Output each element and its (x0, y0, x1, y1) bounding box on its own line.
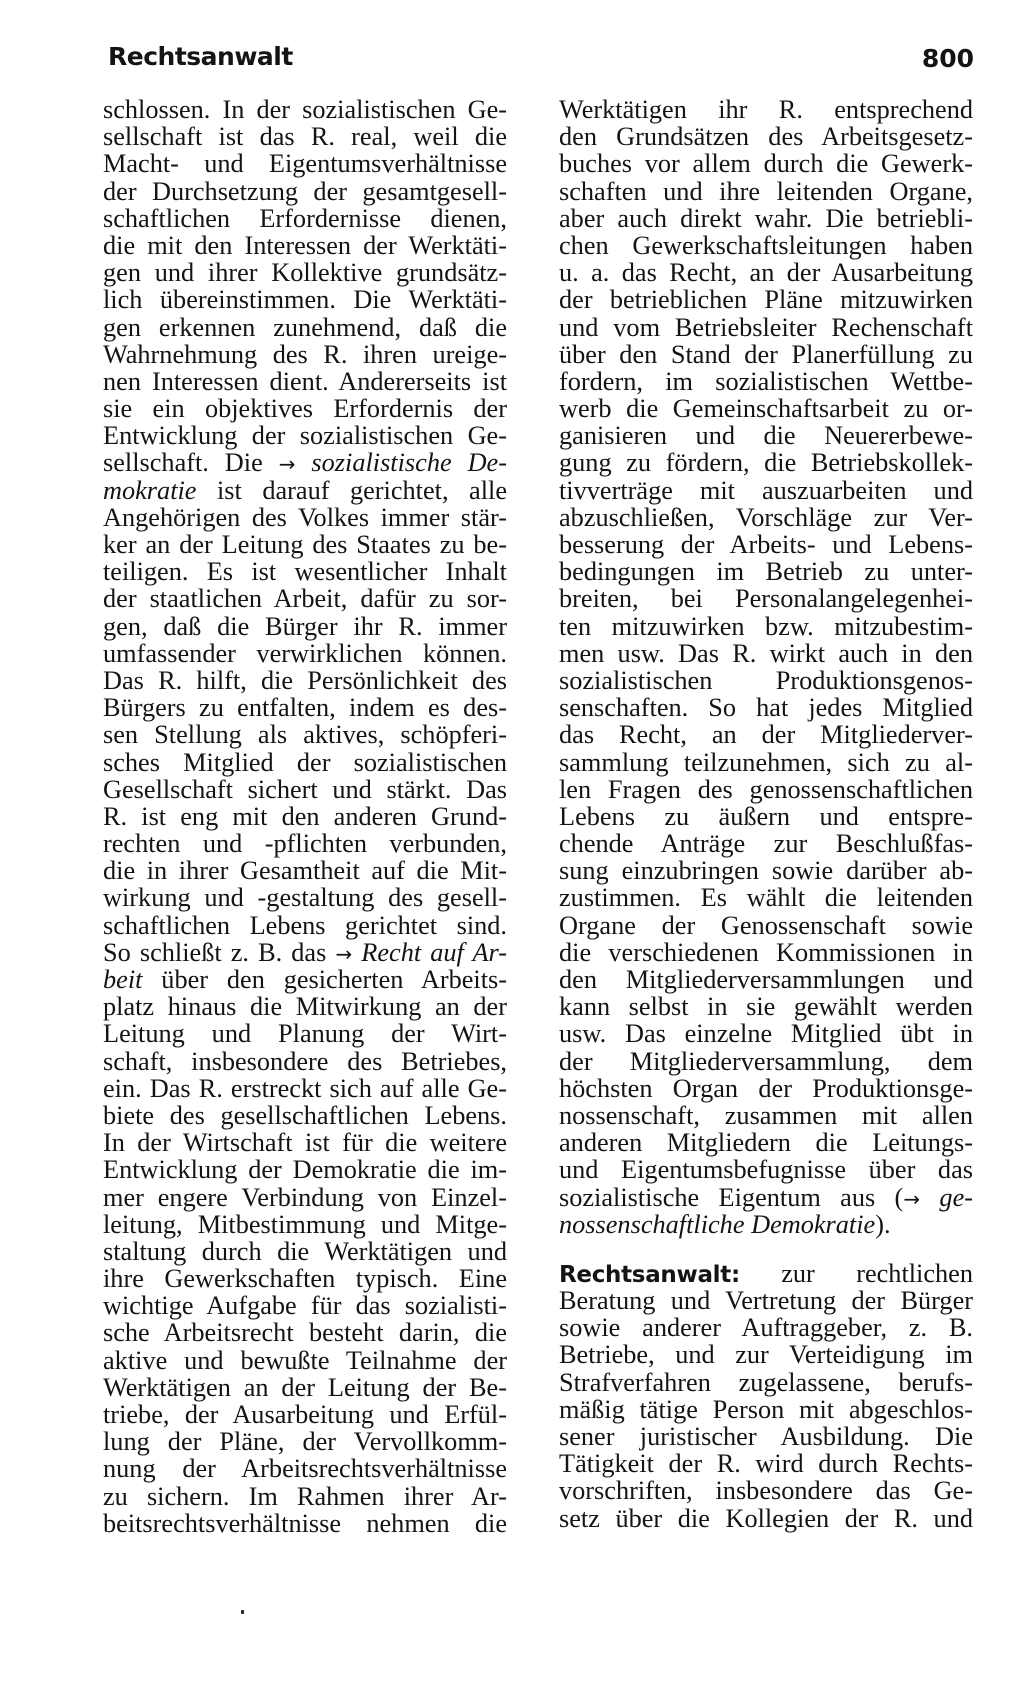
text-line: u. a. das Recht, an der Ausarbeitung (559, 258, 973, 288)
text-line: Macht- und Eigentumsverhältnisse (103, 149, 507, 179)
text-line: umfassender verwirklichen können. (103, 638, 507, 668)
entry-separator (559, 1238, 973, 1260)
text-line: schlossen. In der sozialistischen Ge- (103, 95, 507, 124)
text-line: zu sichern. Im Rahmen ihrer Ar- (103, 1481, 507, 1511)
text-line: Entwicklung der sozialistischen Ge- (103, 421, 507, 451)
text-line: mäßig tätige Person mit abgeschlos- (559, 1394, 973, 1424)
text-line: nen Interessen dient. Andererseits ist (103, 366, 507, 396)
text-line: Das R. hilft, die Persönlichkeit des (103, 665, 507, 695)
cross-reference-link[interactable]: nossenschaftliche Demokratie (559, 1209, 876, 1239)
entry-headword: Rechtsanwalt: (559, 1261, 740, 1288)
text-line (103, 477, 507, 504)
text-line: gen erkennen zunehmend, daß die (103, 312, 507, 342)
page-header (108, 42, 974, 82)
text-line: R. ist eng mit den anderen Grund- (103, 801, 507, 831)
text-line: den Grundsätzen des Arbeitsgesetz- (559, 122, 973, 152)
text-line: der betrieblichen Pläne mitzuwirken (559, 285, 973, 315)
text-line: Tätigkeit der R. wird durch Rechts- (559, 1449, 973, 1479)
text-line: rechten und -pflichten verbunden, (103, 829, 507, 859)
text-line: und Eigentumsbefugnisse über das (559, 1155, 973, 1185)
text-line: bedingungen im Betrieb zu unter- (559, 557, 973, 587)
text-line: Strafverfahren zugelassene, berufs- (559, 1367, 973, 1397)
text-line: die verschiedenen Kommissionen in (559, 937, 973, 967)
text-line: kann selbst in sie gewählt werden (559, 992, 973, 1022)
text-line: chende Anträge zur Beschlußfas- (559, 829, 973, 859)
cross-reference-link[interactable]: beit (103, 965, 143, 994)
text-line: aber auch direkt wahr. Die betriebli- (559, 203, 973, 233)
text-line: breiten, bei Personalangelegenhei- (559, 584, 973, 614)
text-line: In der Wirtschaft ist für die weitere (103, 1128, 507, 1158)
text-line: setz über die Kollegien der R. und (559, 1503, 973, 1533)
cross-reference-link[interactable]: mokratie (103, 475, 197, 505)
text-line: gen und ihrer Kollektive grundsätz- (103, 258, 507, 288)
text-fragment: über den gesicherten Arbeits- (161, 965, 508, 994)
text-line: sen Stellung als aktives, schöpferi- (103, 720, 507, 750)
text-line: der Durchsetzung der gesamtgesell- (103, 176, 507, 206)
text-line: schaftlichen Lebens gerichtet sind. (103, 910, 507, 940)
text-line: wirkung und -gestaltung des gesell- (103, 883, 507, 913)
text-line: leitung, Mitbestimmung und Mitge- (103, 1209, 507, 1239)
text-line: lung der Pläne, der Vervollkomm- (103, 1427, 507, 1457)
text-line: ten mitzuwirken bzw. mitzubestim- (559, 611, 973, 641)
text-line: schaft, insbesondere des Betriebes, (103, 1046, 507, 1076)
text-line: schaftlichen Erfordernisse dienen, (103, 203, 507, 233)
text-line: sellschaft ist das R. real, weil die (103, 122, 507, 152)
text-line: der Mitgliederversammlung, dem (559, 1046, 973, 1076)
text-line: höchsten Organ der Produktionsge- (559, 1073, 973, 1103)
text-line (559, 1184, 973, 1211)
running-head: Rechtsanwalt (108, 42, 293, 71)
text-line: Bürgers zu entfalten, indem es des- (103, 693, 507, 723)
cross-reference-link[interactable]: sozialistische De- (311, 448, 507, 478)
text-line: sches Mitglied der sozialistischen (103, 747, 507, 777)
text-line: ein. Das R. erstreckt sich auf alle Ge- (103, 1073, 507, 1103)
text-fragment: sellschaft. Die (103, 448, 263, 478)
text-line: usw. Das einzelne Mitglied übt in (559, 1019, 973, 1049)
text-line: die mit den Interessen der Werktäti- (103, 230, 507, 260)
cross-reference-arrow-icon: → (903, 1186, 921, 1211)
text-line: ker an der Leitung des Staates zu be- (103, 530, 507, 559)
text-line: platz hinaus die Mitwirkung an der (103, 992, 507, 1022)
print-speck (241, 1610, 244, 1614)
text-line (103, 449, 507, 476)
text-line: sung einzubringen sowie darüber ab- (559, 856, 973, 886)
text-line: Werktätigen ihr R. entsprechend (559, 95, 973, 124)
text-line: lich übereinstimmen. Die Werktäti- (103, 285, 507, 315)
text-line: die in ihrer Gesamtheit auf die Mit- (103, 856, 507, 886)
text-line: teiligen. Es ist wesentlicher Inhalt (103, 557, 507, 587)
text-line: besserung der Arbeits- und Lebens- (559, 530, 973, 559)
text-line: senschaften. So hat jedes Mitglied (559, 693, 973, 723)
text-fragment: zur rechtlichen (781, 1258, 973, 1288)
text-line: triebe, der Ausarbeitung und Erfül- (103, 1400, 507, 1429)
text-line: Beratung und Vertretung der Bürger (559, 1286, 973, 1316)
text-line: Organe der Genossenschaft sowie (559, 910, 973, 940)
text-line: tivverträge mit auszuarbeiten und (559, 475, 973, 505)
text-line: über den Stand der Planerfüllung zu (559, 339, 973, 369)
entry-first-line (559, 1260, 973, 1287)
text-line: zustimmen. Es wählt die leitenden (559, 883, 973, 913)
text-line (103, 966, 507, 993)
text-line: beitsrechtsverhältnisse nehmen die (103, 1508, 507, 1538)
cross-reference-arrow-icon: → (335, 941, 353, 966)
text-line: Angehörigen des Volkes immer stär- (103, 502, 507, 532)
text-line: das Recht, an der Mitgliederver- (559, 720, 973, 750)
text-line: schaften und ihre leitenden Organe, (559, 176, 973, 206)
text-fragment: ist darauf gerichtet, alle (216, 475, 507, 505)
text-line: sozialistischen Produktionsgenos- (559, 665, 973, 695)
text-line: gung zu fördern, die Betriebskollek- (559, 448, 973, 478)
text-line: ihre Gewerkschaften typisch. Eine (103, 1264, 507, 1294)
page-number: 800 (921, 44, 974, 73)
text-line: den Mitgliederversammlungen und (559, 965, 973, 994)
text-line: sie ein objektives Erfordernis der (103, 394, 507, 424)
text-fragment: sozialistische Eigentum aus ( (559, 1182, 904, 1212)
text-line: sche Arbeitsrecht besteht darin, die (103, 1318, 507, 1348)
text-line: mer engere Verbindung von Einzel- (103, 1182, 507, 1212)
text-line: Gesellschaft sichert und stärkt. Das (103, 774, 507, 804)
text-line: Werktätigen an der Leitung der Be- (103, 1372, 507, 1402)
text-line: sammlung teilzunehmen, sich zu al- (559, 747, 973, 777)
text-line: der staatlichen Arbeit, dafür zu sor- (103, 584, 507, 614)
text-line: Wahrnehmung des R. ihren ureige- (103, 339, 507, 369)
cross-reference-link[interactable]: ge- (939, 1182, 973, 1212)
text-line: sener juristischer Ausbildung. Die (559, 1422, 973, 1451)
text-line: nung der Arbeitsrechtsverhältnisse (103, 1454, 507, 1484)
text-line: fordern, im sozialistischen Wettbe- (559, 366, 973, 396)
text-line: chen Gewerkschaftsleitungen haben (559, 230, 973, 260)
cross-reference-arrow-icon: → (278, 452, 296, 477)
text-line (103, 939, 507, 966)
text-line: biete des gesellschaftlichen Lebens. (103, 1100, 507, 1130)
text-line: abzuschließen, Vorschläge zur Ver- (559, 502, 973, 532)
text-line: gen, daß die Bürger ihr R. immer (103, 611, 507, 641)
text-line: staltung durch die Werktätigen und (103, 1236, 507, 1266)
text-line: Leitung und Planung der Wirt- (103, 1019, 507, 1049)
text-line: Betriebe, und zur Verteidigung im (559, 1340, 973, 1370)
left-column (103, 96, 507, 1537)
text-line: len Fragen des genossenschaftlichen (559, 774, 973, 804)
text-fragment: So schließt z. B. das (103, 937, 327, 967)
text-line: ganisieren und die Neuererbewe- (559, 421, 973, 451)
text-line: werb die Gemeinschaftsarbeit zu or- (559, 394, 973, 424)
text-line: aktive und bewußte Teilnahme der (103, 1345, 507, 1375)
text-line: buches vor allem durch die Gewerk- (559, 149, 973, 179)
text-line: Entwicklung der Demokratie die im- (103, 1155, 507, 1185)
text-line: vorschriften, insbesondere das Ge- (559, 1476, 973, 1506)
right-column (559, 96, 973, 1532)
text-line: sowie anderer Auftraggeber, z. B. (559, 1313, 973, 1343)
text-line (559, 1211, 973, 1238)
text-line: Lebens zu äußern und entspre- (559, 801, 973, 831)
text-line: und vom Betriebsleiter Rechenschaft (559, 312, 973, 342)
text-line: men usw. Das R. wirkt auch in den (559, 638, 973, 668)
text-line: anderen Mitgliedern die Leitungs- (559, 1128, 973, 1158)
text-line: nossenschaft, zusammen mit allen (559, 1100, 973, 1130)
text-fragment: ). (875, 1209, 891, 1239)
text-line: wichtige Aufgabe für das sozialisti- (103, 1291, 507, 1321)
cross-reference-link[interactable]: Recht auf Ar- (361, 937, 507, 967)
